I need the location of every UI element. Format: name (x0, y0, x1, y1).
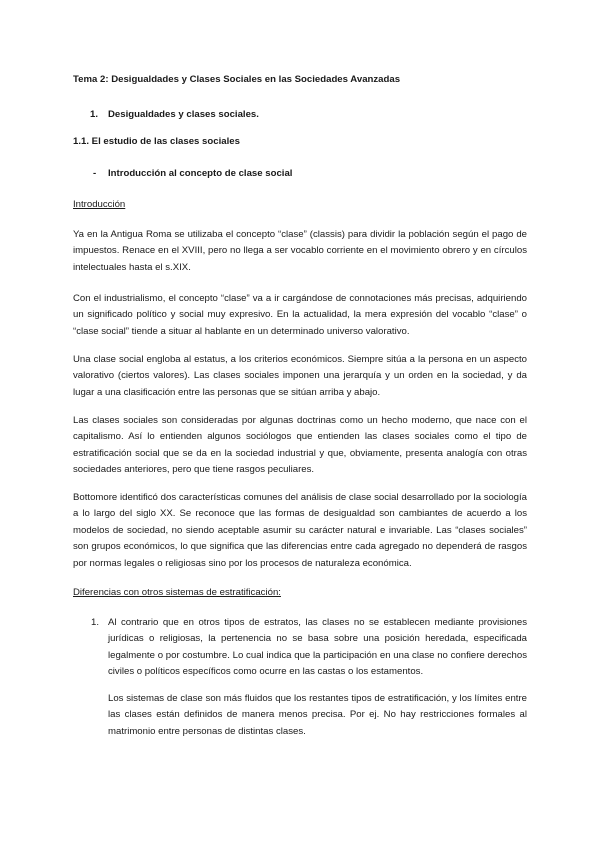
list-item-text: Al contrario que en otros tipos de estratos, las clases no se establecen mediante provisiones jurídicas o religiosas, la pertenencia no se basa sobre una posición heredada, especificada legalmente o por costumbre. Lo cual indica que la participación en una clase no confiere derechos civiles o políticos específicos como ocurre en las castas o los estamentos. (108, 617, 527, 678)
document-title: Tema 2: Desigualdades y Clases Sociales en las Sociedades Avanzadas (73, 74, 401, 85)
list-item-continuation: Los sistemas de clase son más fluidos que los restantes tipos de estratificación, y los límites entre las clases están definidos de manera menos precisa. Por ej. No hay restricciones formales al matrimonio entre personas de distintas clases. (108, 693, 527, 737)
section-heading: Desigualdades y clases sociales. (108, 109, 259, 120)
section-number: 1. (90, 109, 99, 120)
paragraph-2: Con el industrialismo, el concepto “clase” va a ir cargándose de connotaciones más precisas, adquiriendo un significado político y social muy expresivo. En la actualidad, la mera expresión del vocablo “clase” o “clase social” tiende a situar al hablante en un determinado universo valorativo. (73, 293, 527, 337)
paragraph-3: Una clase social engloba al estatus, a los criterios económicos. Siempre sitúa a la persona en un aspecto valorativo (ciertos valores). Las clases sociales imponen una jerarquía y un orden en la sociedad, y da lugar a una clasificación entre las personas que se sitúan arriba y abajo. (73, 354, 527, 398)
paragraph-5: Bottomore identificó dos características comunes del análisis de clase social desarrollado por la sociología a lo largo del siglo XX. Se reconoce que las formas de desigualdad son cambiantes de acuerdo a los modelos de sociedad, no siendo aceptable asumir su carácter natural e invariable. Las “clases sociales” son grupos económicos, lo que significa que las diferencias entre cada agregado no dependerá de rasgos por normas legales o religiosas sino por los procesos de naturaleza económica. (73, 492, 527, 569)
intro-heading: Introducción (73, 199, 126, 210)
bullet-marker: - (93, 168, 97, 179)
list-number: 1. (91, 617, 100, 628)
bullet-heading: Introducción al concepto de clase social (108, 168, 293, 179)
differences-heading: Diferencias con otros sistemas de estratificación: (73, 587, 281, 598)
subsection-heading: 1.1. El estudio de las clases sociales (73, 136, 240, 147)
paragraph-4: Las clases sociales son consideradas por algunas doctrinas como un hecho moderno, que nace con el capitalismo. Así lo entienden algunos sociólogos que entienden las clases sociales como el tipo de estratificación social que se da en la sociedad industrial y que, obviamente, presenta analogía con otras sociedades anteriores, pero que tiene rasgos peculiares. (73, 415, 527, 476)
paragraph-1: Ya en la Antigua Roma se utilizaba el concepto “clase” (classis) para dividir la población según el pago de impuestos. Renace en el XVIII, pero no llega a ser vocablo corriente en el movimiento obrero y en círculos intelectuales hasta el s.XIX. (73, 229, 527, 273)
